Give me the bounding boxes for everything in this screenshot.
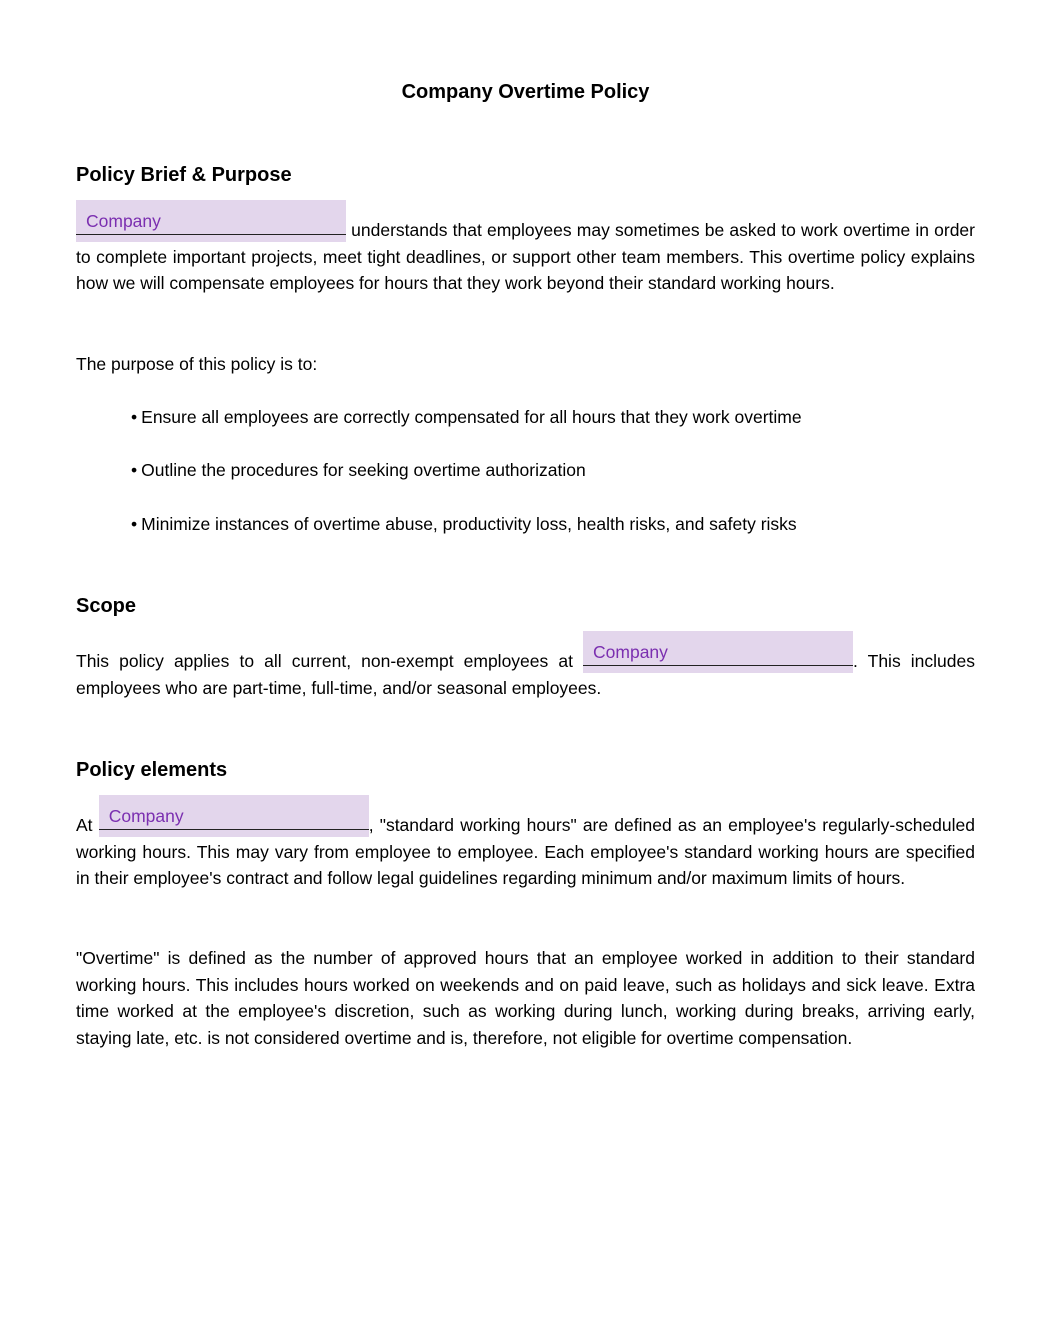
elements-paragraph-2: "Overtime" is defined as the number of approved hours that an employee worked in addition to their standard working hours. This includes hours worked on weekends and on paid leave, such as holidays and sick leave. Extra time worked at the employee's discretion, such as working during lunch, working during breaks, arriving early, staying late, etc. is not considered overtime and is, therefore, not eligible for overtime compensation.: [76, 948, 975, 1048]
list-item-text: Ensure all employees are correctly compensated for all hours that they work overtime: [141, 407, 802, 427]
section-heading-brief: Policy Brief & Purpose: [76, 164, 292, 186]
brief-paragraph-text: understands that employees may sometimes be asked to work overtime in order to complete important projects, meet tight deadlines, or support other team members. This overtime policy explains how we will compensate employees for hours that they work beyond their standard working hours.: [76, 220, 975, 294]
list-item-text: Outline the procedures for seeking overtime authorization: [141, 460, 586, 481]
scope-text-after: . This includes employees who are part-time, full-time, and/or seasonal employees.: [76, 651, 975, 698]
company-field[interactable]: [583, 631, 853, 673]
list-item: [131, 511, 971, 564]
scope-paragraph: [76, 642, 975, 701]
elements-paragraph-1: [76, 806, 975, 892]
bullet-icon: •: [131, 460, 138, 481]
list-item: [131, 404, 971, 457]
company-field[interactable]: [76, 200, 346, 242]
purpose-intro: The purpose of this policy is to:: [76, 354, 318, 374]
section-heading-scope: Scope: [76, 595, 137, 617]
elements-text-after: , "standard working hours" are defined as an employee's regularly-scheduled working hours. This may vary from employee to employee. Each employee's standard working hours are specified in their employee's contract and follow legal guidelines regarding minimum and/or maximum limits of hours.: [76, 815, 975, 889]
bullet-icon: •: [131, 407, 138, 427]
purpose-list: [131, 404, 971, 564]
company-field-label: Company: [593, 642, 668, 662]
list-item: [131, 457, 971, 510]
section-heading-elements: Policy elements: [76, 759, 228, 781]
document-title: Company Overtime Policy: [401, 81, 650, 103]
brief-paragraph: [76, 211, 975, 297]
list-item-text: Minimize instances of overtime abuse, productivity loss, health risks, and safety risks: [141, 513, 797, 534]
elements-text-before: At: [76, 815, 99, 835]
company-field[interactable]: [99, 795, 369, 837]
scope-text-before: This policy applies to all current, non-exempt employees at: [76, 651, 584, 671]
company-field-label: Company: [108, 806, 184, 826]
company-field-label: Company: [86, 211, 161, 231]
bullet-icon: •: [131, 513, 138, 534]
